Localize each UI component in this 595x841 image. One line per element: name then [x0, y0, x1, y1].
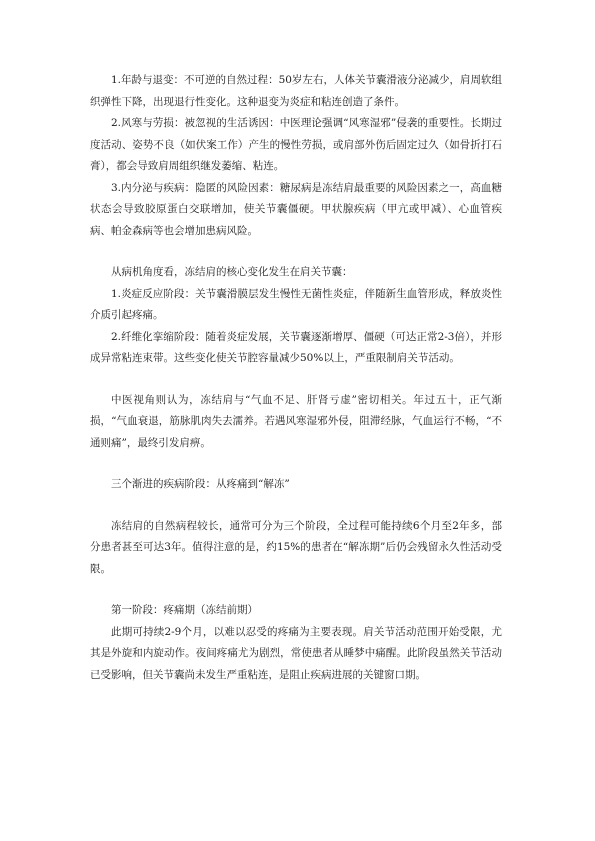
paragraph-natural-course: 冻结肩的自然病程较长，通常可分为三个阶段，全过程可能持续6个月至2年多，部分患者甚至可达3年。值得注意的是，约15%的患者在“解冻期”后仍会残留永久性活动受限。 [90, 519, 502, 575]
section-heading-three-stages: 三个渐进的疾病阶段：从疼痛到“解冻” [111, 478, 290, 490]
spacer [90, 496, 502, 516]
paragraph-endocrine-disease: 3.内分泌与疾病：隐匿的风险因素：糖尿病是冻结肩最重要的风险因素之一，高血糖状态会导致胶原蛋白交联增加，使关节囊僵硬。甲状腺疾病（甲亢或甲减）、心血管疾病、帕金森病等也会增加患病风险。 [90, 181, 502, 237]
spacer [90, 454, 502, 474]
paragraph-fibrosis-stage: 2.纤维化挛缩阶段：随着炎症发展，关节囊逐渐增厚、僵硬（可达正常2-3倍），并形成异常粘连束带。这些变化使关节腔容量减少50%以上，严重限制肩关节活动。 [90, 330, 502, 364]
spacer [90, 242, 502, 262]
spacer [90, 580, 502, 600]
document-body [90, 70, 502, 686]
paragraph-inflammation-stage: 1.炎症反应阶段：关节囊滑膜层发生慢性无菌性炎症，伴随新生血管形成，释放炎性介质引起疼痛。 [90, 287, 502, 321]
paragraph-cold-strain: 2.风寒与劳损：被忽视的生活诱因：中医理论强调“风寒湿邪”侵袭的重要性。长期过度活动、姿势不良（如伏案工作）产生的慢性劳损，或肩部外伤后固定过久（如骨折打石膏），都会导致肩周组织继发萎缩、粘连。 [90, 117, 502, 172]
paragraph-stage-one-detail: 此期可持续2-9个月，以难以忍受的疼痛为主要表现。肩关节活动范围开始受限，尤其是外旋和内旋动作。夜间疼痛尤为剧烈，常使患者从睡梦中痛醒。此阶段虽然关节活动已受影响，但关节囊尚未发生严重粘连，是阻止疾病进展的关键窗口期。 [90, 625, 502, 681]
spacer [90, 370, 502, 390]
section-heading-stage-one: 第一阶段：疼痛期（冻结前期） [111, 604, 258, 616]
paragraph-age-degeneration: 1.年龄与退变：不可逆的自然过程：50岁左右，人体关节囊滑液分泌减少，肩周软组织弹性下降，出现退行性变化。这种退变为炎症和粘连创造了条件。 [90, 74, 502, 108]
paragraph-pathology-intro: 从病机角度看，冻结肩的核心变化发生在肩关节囊： [111, 266, 353, 278]
paragraph-tcm-view: 中医视角则认为，冻结肩与“气血不足、肝肾亏虚”密切相关。年过五十，正气渐损，“气血衰退，筋脉肌肉失去濡养。若遇风寒湿邪外侵，阻滞经脉，气血运行不畅，“不通则痛”，最终引发肩痹。 [90, 393, 502, 449]
